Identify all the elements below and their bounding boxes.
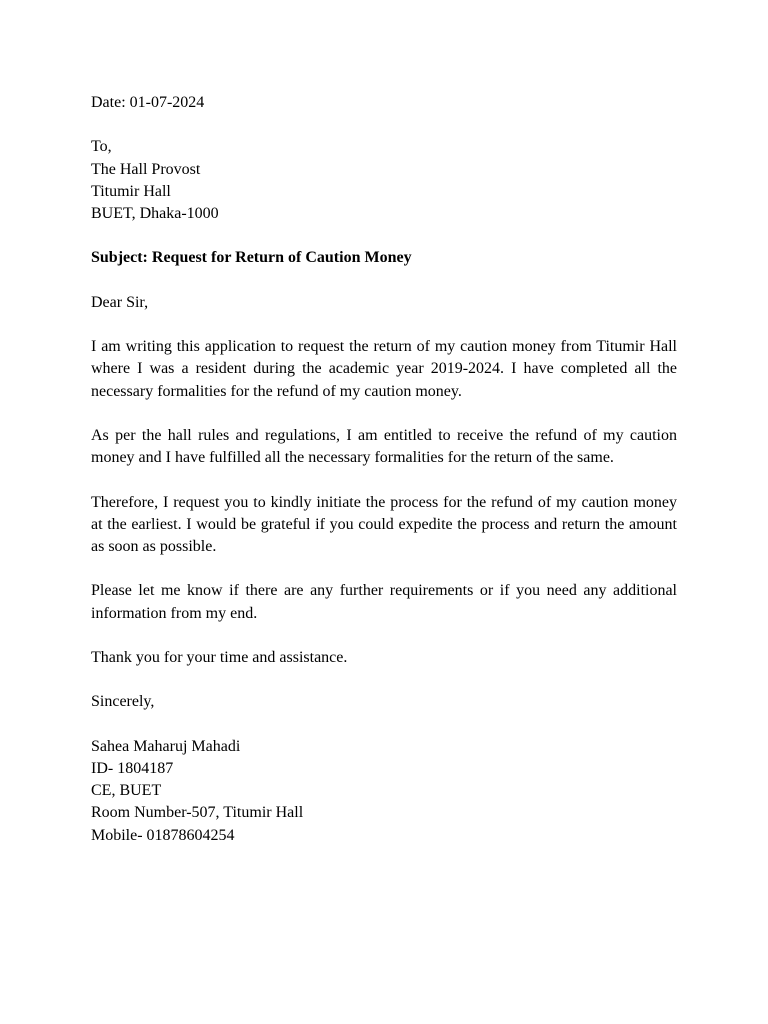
body-paragraph-2: As per the hall rules and regulations, I am entitled to receive the refund of my caution money and I have fulfilled all the necessary formalities for the return of the same.	[91, 426, 677, 467]
letter-page	[91, 92, 677, 869]
recipient-to: To,	[91, 138, 112, 156]
body-paragraph-3: Therefore, I request you to kindly initiate the process for the refund of my caution money at the earliest. I would be grateful if you could expedite the process and return the amount as soon as possible.	[91, 493, 677, 555]
closing-block	[91, 691, 677, 713]
recipient-address-line: BUET, Dhaka-1000	[91, 205, 219, 222]
body-paragraph-4: Please let me know if there are any further requirements or if you need any additional information from my end.	[91, 582, 677, 622]
signature-id: ID- 1804187	[91, 759, 174, 777]
recipient-hall: Titumir Hall	[91, 182, 171, 200]
thanks-block	[91, 647, 677, 669]
signature-block	[91, 736, 677, 847]
letter-subject: Subject: Request for Return of Caution Money	[91, 249, 412, 267]
subject-block	[91, 247, 677, 269]
salutation-block	[91, 292, 677, 314]
recipient-address	[91, 136, 677, 225]
date-line	[91, 92, 677, 114]
signature-room: Room Number-507, Titumir Hall	[91, 804, 304, 822]
letter-closing: Sincerely,	[91, 693, 155, 711]
body-paragraph-1: I am writing this application to request the return of my caution money from Titumir Hall where I was a resident during the academic year 2019-2024. I have completed all the necessary formalities for the refund of my caution money.	[91, 338, 677, 400]
letter-salutation: Dear Sir,	[91, 293, 149, 311]
signature-name: Sahea Maharuj Mahadi	[91, 737, 241, 755]
letter-thanks: Thank you for your time and assistance.	[91, 648, 348, 666]
signature-department: CE, BUET	[91, 782, 162, 800]
letter-date: Date: 01-07-2024	[91, 94, 205, 111]
signature-mobile: Mobile- 01878604254	[91, 826, 235, 844]
recipient-title: The Hall Provost	[91, 160, 201, 178]
